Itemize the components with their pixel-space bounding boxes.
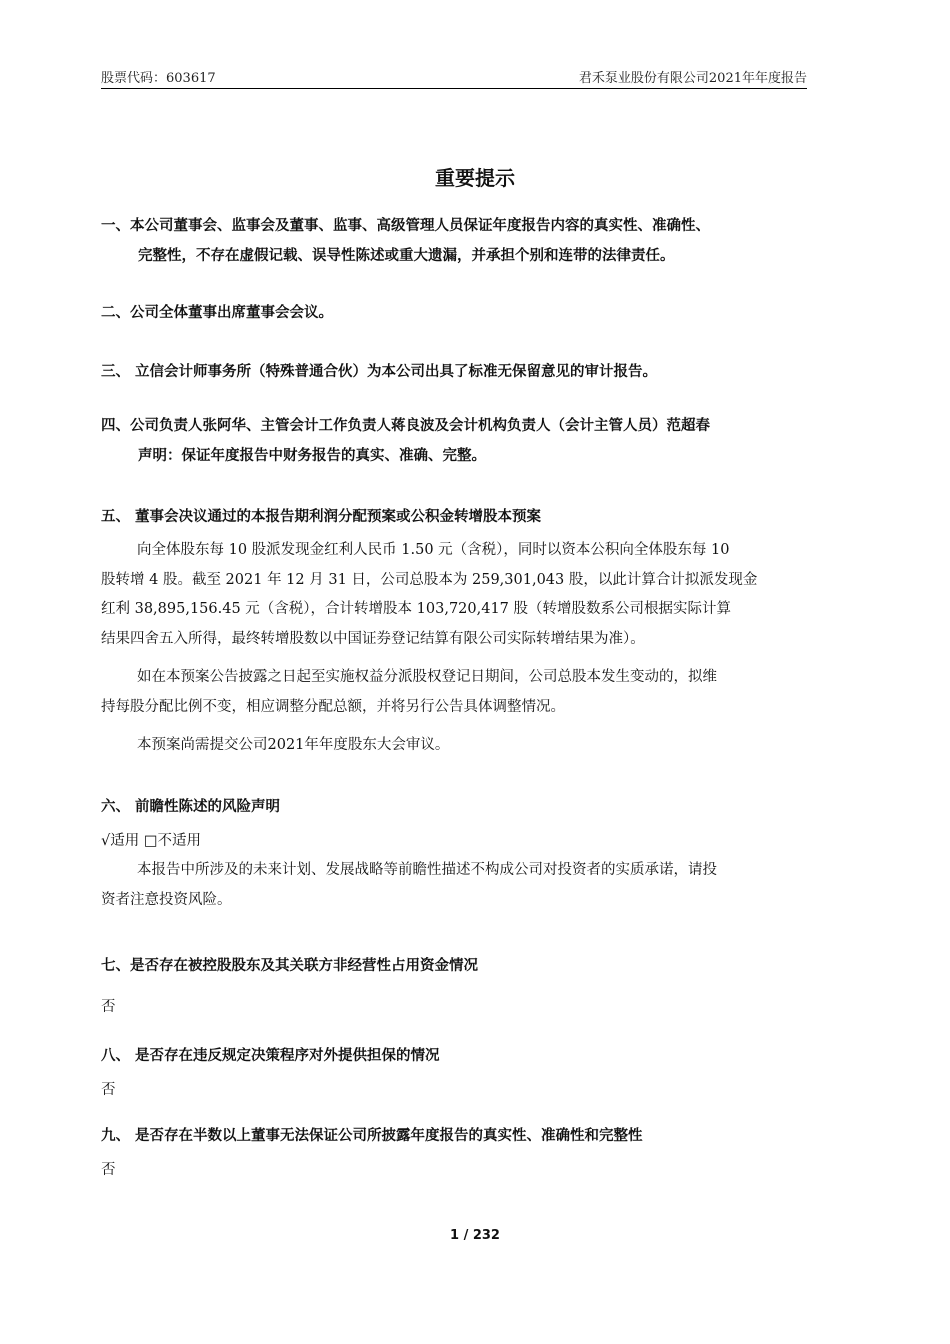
- section-9: [101, 1121, 811, 1151]
- section-1: [101, 211, 811, 271]
- section-number: 四、: [101, 418, 130, 434]
- text-line: 结果四舍五入所得，最终转增股数以中国证券登记结算有限公司实际转增结果为准）。: [101, 630, 645, 647]
- stock-code: 股票代码：603617: [101, 71, 216, 86]
- section-number: 六、: [101, 799, 130, 815]
- page-header: [101, 64, 807, 89]
- text-line: 本预案尚需提交公司2021年年度股东大会审议。: [137, 737, 450, 753]
- section-number: 八、: [101, 1048, 130, 1064]
- page-title: 重要提示: [435, 166, 515, 190]
- text-line: 向全体股东每 10 股派发现金红利人民币 1.50 元（含税），同时以资本公积向全体股东每 10: [137, 542, 730, 558]
- section-text: 立信会计师事务所（特殊普通合伙）为本公司出具了标准无保留意见的审计报告。: [130, 364, 658, 380]
- section-text: 是否存在违反规定决策程序对外提供担保的情况: [130, 1048, 440, 1064]
- answer-8: 否: [101, 1082, 116, 1098]
- section-2: [101, 298, 811, 328]
- text-line: 持每股分配比例不变，相应调整分配总额，并将另行公告具体调整情况。: [101, 698, 565, 715]
- section-number: 五、: [101, 509, 130, 525]
- section-text: 前瞻性陈述的风险声明: [130, 799, 281, 815]
- section-text: 公司全体董事出席董事会会议。: [130, 305, 333, 321]
- answer-9: 否: [101, 1162, 116, 1178]
- section-text: 公司负责人张阿华、主管会计工作负责人蒋良波及会计机构负责人（会计主管人员）范超春: [130, 418, 710, 434]
- section-5: [101, 502, 811, 532]
- text-line: 股转增 4 股。截至 2021 年 12 月 31 日，公司总股本为 259,301,043 股，以此计算合计拟派发现金: [101, 571, 758, 588]
- section-text: 是否存在半数以上董事无法保证公司所披露年度报告的真实性、准确性和完整性: [130, 1128, 643, 1144]
- page-number: 1 / 232: [450, 1228, 500, 1243]
- profit-paragraph-3: [101, 731, 811, 761]
- section-7: [101, 951, 811, 981]
- section-text-cont: 声明：保证年度报告中财务报告的真实、准确、完整。: [138, 448, 486, 464]
- answer-7: 否: [101, 999, 116, 1015]
- applicable-checkbox: √适用 □不适用: [101, 833, 202, 849]
- section-number: 七、: [101, 958, 130, 974]
- section-4: [101, 411, 811, 471]
- profit-paragraph-1: [101, 536, 811, 654]
- text-line: 红利 38,895,156.45 元（含税），合计转增股本 103,720,417 股（转增股数系公司根据实际计算: [101, 601, 732, 617]
- section-text: 本公司董事会、监事会及董事、监事、高级管理人员保证年度报告内容的真实性、准确性、: [130, 218, 710, 234]
- risk-paragraph: [101, 856, 811, 915]
- section-text: 是否存在被控股股东及其关联方非经营性占用资金情况: [130, 958, 478, 974]
- section-number: 二、: [101, 305, 130, 321]
- text-line: 本报告中所涉及的未来计划、发展战略等前瞻性描述不构成公司对投资者的实质承诺，请投: [137, 862, 717, 878]
- section-8: [101, 1041, 811, 1071]
- section-3: [101, 357, 811, 387]
- text-line: 资者注意投资风险。: [101, 891, 232, 908]
- text-line: 如在本预案公告披露之日起至实施权益分派股权登记日期间，公司总股本发生变动的，拟维: [137, 669, 717, 685]
- report-name: 君禾泵业股份有限公司2021年年度报告: [578, 71, 807, 86]
- section-number: 九、: [101, 1128, 130, 1144]
- profit-paragraph-2: [101, 663, 811, 722]
- section-6: [101, 792, 811, 822]
- section-number: 一、: [101, 218, 130, 234]
- section-text: 董事会决议通过的本报告期利润分配预案或公积金转增股本预案: [130, 509, 542, 525]
- section-text-cont: 完整性，不存在虚假记载、误导性陈述或重大遗漏，并承担个别和连带的法律责任。: [138, 248, 675, 264]
- section-number: 三、: [101, 364, 130, 380]
